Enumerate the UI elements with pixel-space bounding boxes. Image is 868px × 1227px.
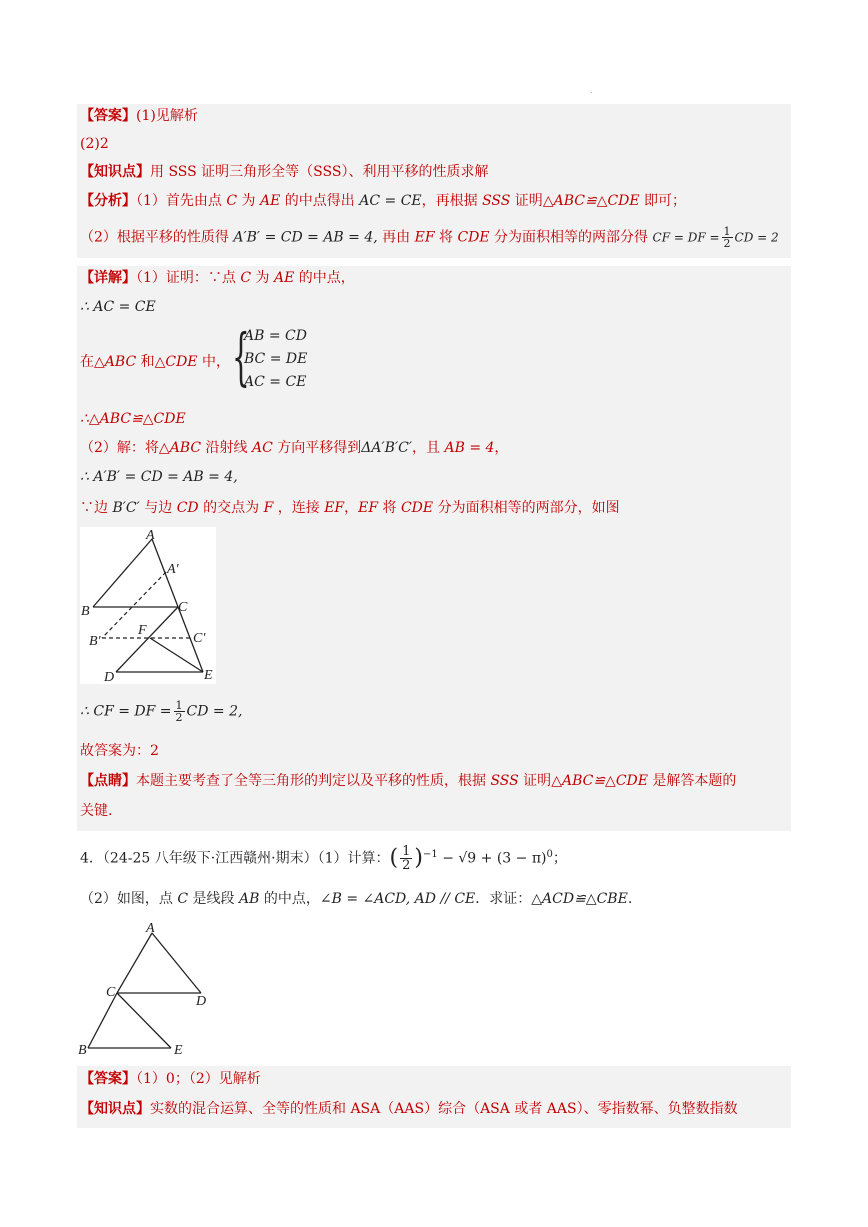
text: 的中点， (294, 270, 355, 286)
paren-close: ) (414, 845, 423, 871)
q3-answer-part2: (2)2 (80, 136, 109, 152)
label-D: D (196, 994, 207, 1009)
label-B1: B′ (89, 634, 101, 649)
segment-AC (117, 933, 152, 993)
detail-tag: 【详解】 (80, 270, 136, 286)
q4-stem-1 (80, 845, 567, 872)
q4-figure (76, 916, 216, 1061)
math: C (226, 193, 238, 209)
math: CD = 2, (186, 703, 243, 720)
exponent: −1 (423, 849, 438, 860)
system-row: BC = DE (244, 351, 308, 367)
label-E: E (174, 1043, 183, 1058)
segment-CE (117, 993, 171, 1048)
math: ∠B = ∠ACD, AD // CE (319, 891, 476, 907)
math: C (177, 891, 189, 907)
q3-detail-5 (80, 438, 508, 458)
numerator: 1 (723, 225, 731, 238)
q4-knowledge-point (80, 1099, 738, 1119)
q3-detail-4 (80, 409, 186, 429)
text: . (627, 891, 633, 907)
label-D: D (104, 670, 115, 684)
text: ．求证： (475, 891, 532, 907)
text: （2）根据平移的性质得 (80, 229, 234, 246)
math: AE (273, 270, 295, 286)
q3-final-answer: 故答案为：2 (80, 743, 159, 759)
text: 本题主要考查了全等三角形的判定以及平移的性质，根据 (136, 773, 491, 789)
math: ∴ AC = CE (80, 299, 156, 315)
label-A1: A′ (167, 562, 179, 577)
math: AC = CE (359, 193, 422, 209)
text: 证明 (518, 773, 552, 789)
math: ΔA′B′C′ (361, 440, 413, 456)
q3-answer (80, 106, 198, 126)
q3-detail-6 (80, 467, 238, 487)
fraction (174, 700, 185, 723)
text: 的交点为 (198, 500, 264, 516)
math: ABC (169, 440, 202, 456)
text: 的中点得出 (280, 193, 360, 209)
text: 为 (251, 270, 274, 286)
text: 将 (434, 229, 458, 246)
denominator: 2 (723, 237, 731, 250)
text: 与边 (139, 500, 177, 516)
q3-detail-7 (80, 498, 620, 518)
exponent: 0 (546, 849, 553, 860)
segment-CB (88, 993, 117, 1048)
math: CD (176, 500, 199, 516)
text: （2）如图，点 (80, 891, 178, 907)
math: ∴△ABC≌△CDE (80, 411, 186, 427)
math: EF (358, 500, 379, 516)
answer-tag: 【答案】 (80, 108, 136, 124)
text: 再由 (377, 229, 415, 246)
q3-comment-2: 关键. (80, 803, 113, 819)
text: 和△ (136, 354, 166, 370)
fraction (722, 226, 733, 249)
label-E: E (204, 668, 213, 683)
answer-part1: (1)见解析 (136, 108, 198, 124)
math: SSS (490, 773, 519, 789)
comment-tag: 【点睛】 (80, 773, 136, 789)
math: EF (324, 500, 345, 516)
numerator: 1 (402, 844, 411, 860)
translation-figure (80, 527, 216, 684)
math: ∴ CF = DF = (80, 703, 172, 720)
label-C1: C′ (193, 631, 206, 646)
q3-detail-8 (80, 700, 242, 723)
math: EF (414, 229, 435, 246)
label-F: F (138, 623, 147, 638)
text: ； (552, 850, 567, 867)
math: − √9 + (3 − π) (437, 850, 547, 867)
analysis-tag: 【分析】 (80, 193, 136, 209)
text: 分为面积相等的两部分，如图 (433, 500, 620, 516)
knowledge-text: 实数的混合运算、全等的性质和 ASA（AAS）综合（ASA 或者 AAS）、零指数幂、负整数指数 (150, 1101, 738, 1117)
q3-detail-1 (80, 268, 355, 288)
text: （2）解：将△ (80, 440, 170, 456)
text: 方向平移得到 (272, 440, 362, 456)
q4-stem-2 (80, 889, 632, 909)
fraction (400, 845, 412, 872)
text: ，再根据 (421, 193, 483, 209)
equation-system (232, 320, 322, 394)
math: C (240, 270, 252, 286)
answer-tag: 【答案】 (80, 1071, 136, 1087)
text: ∵边 (80, 500, 113, 516)
math: AC (251, 440, 273, 456)
figure-background (80, 527, 216, 684)
text: 沿射线 (201, 440, 252, 456)
knowledge-text: 用 SSS 证明三角形全等（SSS）、利用平移的性质求解 (150, 164, 489, 180)
label-A: A (146, 528, 155, 543)
text: 4．（24-25 八年级下·江西赣州·期末）（1）计算： (80, 850, 390, 867)
text: 即可； (639, 193, 687, 209)
math: △ABC≌△CDE (551, 773, 648, 789)
q3-detail-3 (80, 352, 230, 372)
text: ， (494, 440, 509, 456)
math: CDE (165, 354, 198, 370)
text: 在△ (80, 354, 105, 370)
knowledge-tag: 【知识点】 (80, 1101, 150, 1117)
label-C: C (178, 600, 188, 615)
math: AB (238, 891, 260, 907)
page-marker: . (590, 86, 593, 95)
math: △ABC≌△CDE (542, 193, 640, 209)
text: 的中点， (259, 891, 320, 907)
math: ∴ A′B′ = CD = AB = 4, (80, 469, 238, 485)
q3-comment-1 (80, 771, 736, 791)
math: CD = 2 (734, 230, 779, 245)
q3-analysis-1 (80, 191, 686, 211)
math: CDE (400, 500, 434, 516)
math: CDE (457, 229, 490, 246)
text: 分为面积相等的两部分得 (489, 229, 653, 246)
denominator: 2 (402, 858, 411, 874)
text: 为 (237, 193, 260, 209)
text: （1）证明：∵点 (136, 270, 241, 286)
math: CF = DF = (652, 230, 720, 245)
text: 是线段 (188, 891, 239, 907)
math: F (263, 500, 274, 516)
q3-knowledge-point (80, 162, 488, 182)
system-row: AC = CE (244, 374, 307, 390)
text: 是解答本题的 (647, 773, 737, 789)
q3-detail-2 (80, 297, 156, 317)
left-brace: { (232, 320, 250, 393)
text: ，且 (412, 440, 445, 456)
answer-text: （1）0；（2）见解析 (136, 1071, 261, 1087)
numerator: 1 (175, 699, 183, 712)
text: 证明 (510, 193, 543, 209)
paren-open: ( (389, 845, 399, 871)
math: SSS (482, 193, 511, 209)
label-C: C (106, 985, 116, 1000)
text: （1）首先由点 (136, 193, 227, 209)
text: 将 (378, 500, 401, 516)
math: AE (259, 193, 281, 209)
label-B: B (81, 604, 90, 619)
label-A: A (146, 921, 155, 936)
math: △ACD≌△CBE (531, 891, 628, 907)
q4-answer (80, 1069, 261, 1089)
segment-AD (152, 933, 201, 993)
math: ABC (104, 354, 137, 370)
text: ，连接 (273, 500, 325, 516)
text: 中， (197, 354, 230, 370)
q3-analysis-2 (80, 226, 779, 249)
label-B: B (78, 1043, 87, 1058)
system-row: AB = CD (244, 328, 307, 344)
knowledge-tag: 【知识点】 (80, 164, 150, 180)
math: B′C′ (112, 500, 140, 516)
math: A′B′ = CD = AB = 4, (233, 229, 378, 246)
text: ， (344, 500, 359, 516)
white-gap (77, 258, 791, 266)
math: AB = 4 (444, 440, 495, 456)
denominator: 2 (175, 711, 183, 724)
